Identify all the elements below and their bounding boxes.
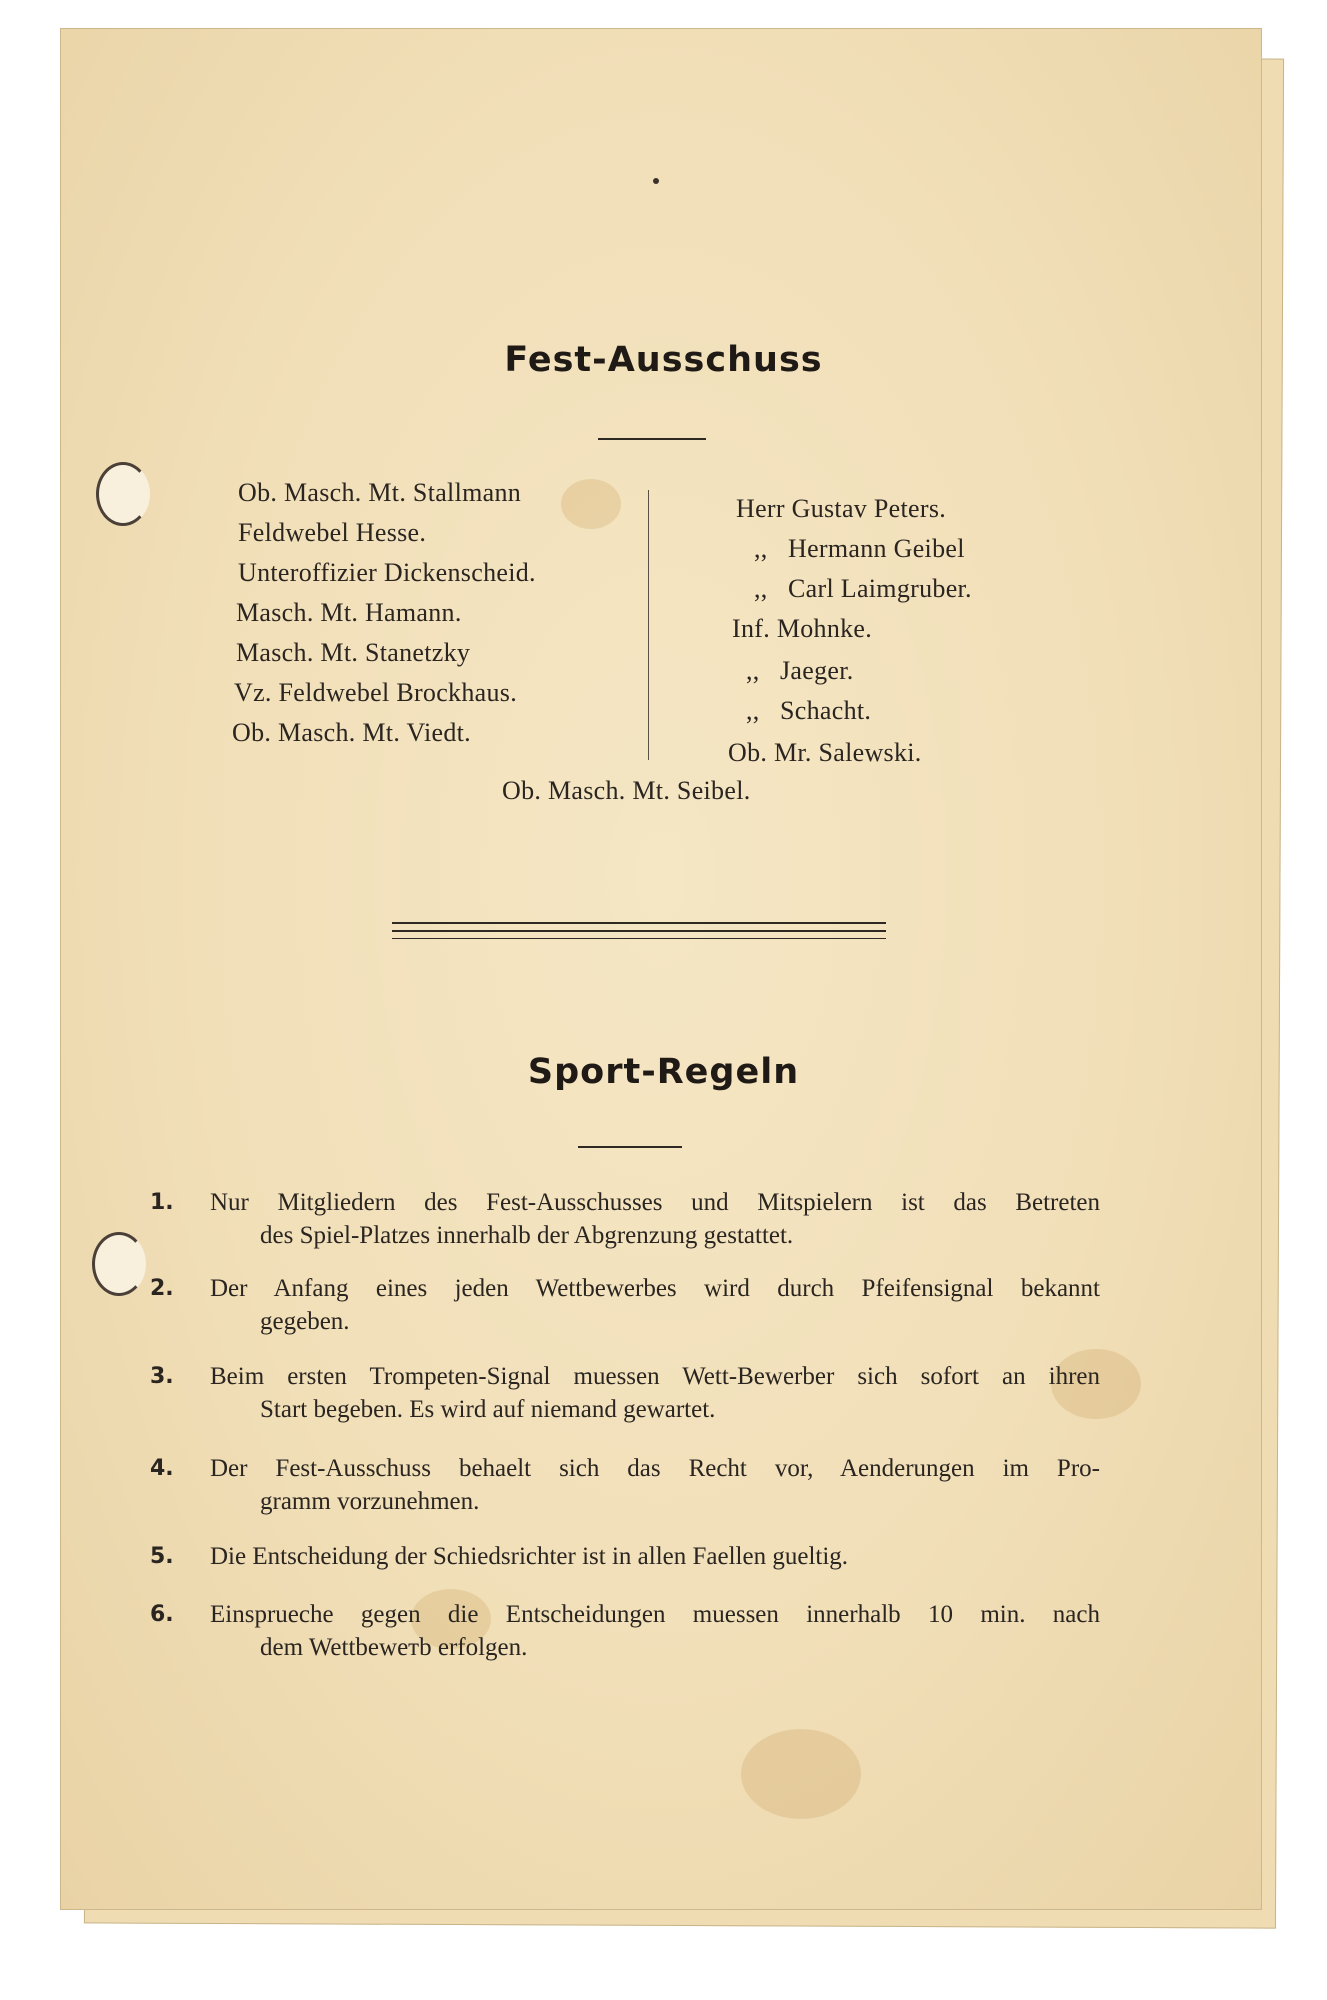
rule-text-continued: Start begeben. Es wird auf niemand gewartet. xyxy=(260,1396,716,1423)
rule-text-continued: des Spiel-Platzes innerhalb der Abgrenzung gestattet. xyxy=(260,1222,794,1249)
committee-name: Masch. Mt. Stanetzky xyxy=(236,638,471,667)
committee-name: ,, Hermann Geibel xyxy=(754,534,965,563)
rule-number: 6. xyxy=(150,1602,174,1627)
rule-number: 1. xyxy=(150,1190,174,1215)
ink-dot xyxy=(653,178,659,184)
rule-text: Nur Mitgliedern des Fest-Ausschusses und Mitspielern ist das Betreten xyxy=(210,1189,1100,1216)
rule-item xyxy=(150,1186,1100,1252)
sport-regeln-title: Sport-Regeln xyxy=(527,1052,800,1092)
committee-name: Ob. Masch. Mt. Stallmann xyxy=(238,478,522,507)
separator-line-bottom xyxy=(392,938,886,939)
committee-name-bottom: Ob. Masch. Mt. Seibel. xyxy=(502,776,751,805)
rule-item xyxy=(150,1598,1100,1664)
ditto-mark: ,, xyxy=(746,696,760,725)
rule-text-continued: gegeben. xyxy=(260,1308,350,1335)
rule-number: 3. xyxy=(150,1364,174,1389)
committee-name: ,, Schacht. xyxy=(746,696,872,725)
rule-item xyxy=(150,1540,1100,1573)
committee-name: Ob. Masch. Mt. Viedt. xyxy=(232,718,471,747)
rule-text: Der Anfang eines jeden Wettbewerbes wird durch Pfeifensignal bekannt xyxy=(210,1275,1100,1302)
committee-name: Masch. Mt. Hamann. xyxy=(236,598,462,627)
stain xyxy=(561,479,621,529)
ditto-mark: ,, xyxy=(746,656,760,685)
committee-name: ,, Carl Laimgruber. xyxy=(754,574,972,603)
punch-hole-top xyxy=(96,462,150,526)
committee-name: Unteroffizier Dickenscheid. xyxy=(238,558,536,587)
rule-text: Einsprueche gegen die Entscheidungen muessen innerhalb 10 min. nach xyxy=(210,1601,1100,1628)
ditto-mark: ,, xyxy=(754,534,768,563)
committee-name: Ob. Mr. Salewski. xyxy=(728,738,922,767)
rule-text: Die Entscheidung der Schiedsrichter ist in allen Faellen gueltig. xyxy=(210,1543,849,1570)
rule-item xyxy=(150,1272,1100,1338)
rule-text: Der Fest-Ausschuss behaelt sich das Recht vor, Aenderungen im Pro- xyxy=(210,1455,1100,1482)
separator-line-top xyxy=(392,922,886,924)
rule-number: 4. xyxy=(150,1456,174,1481)
title-underline xyxy=(598,438,706,440)
committee-name: ,, Jaeger. xyxy=(746,656,854,685)
committee-name: Vz. Feldwebel Brockhaus. xyxy=(234,678,518,707)
rule-number: 5. xyxy=(150,1544,174,1569)
rule-text: Beim ersten Trompeten-Signal muessen Wett-Bewerber sich sofort an ihren xyxy=(210,1363,1100,1390)
column-divider xyxy=(648,490,649,760)
rule-text-continued: gramm vorzunehmen. xyxy=(260,1488,480,1515)
committee-name: Inf. Mohnke. xyxy=(732,614,873,643)
committee-name: Feldwebel Hesse. xyxy=(238,518,427,547)
punch-hole-bottom xyxy=(92,1232,146,1296)
committee-name: Herr Gustav Peters. xyxy=(736,494,947,523)
title-underline xyxy=(578,1146,682,1148)
fest-ausschuss-title: Fest-Ausschuss xyxy=(504,340,823,380)
rule-number: 2. xyxy=(150,1276,174,1301)
ditto-mark: ,, xyxy=(754,574,768,603)
rule-item xyxy=(150,1360,1100,1426)
rule-item xyxy=(150,1452,1100,1518)
separator-line-middle xyxy=(392,930,886,932)
rule-text-continued: dem Wettbeweтb erfolgen. xyxy=(260,1634,528,1661)
stain xyxy=(741,1729,861,1819)
